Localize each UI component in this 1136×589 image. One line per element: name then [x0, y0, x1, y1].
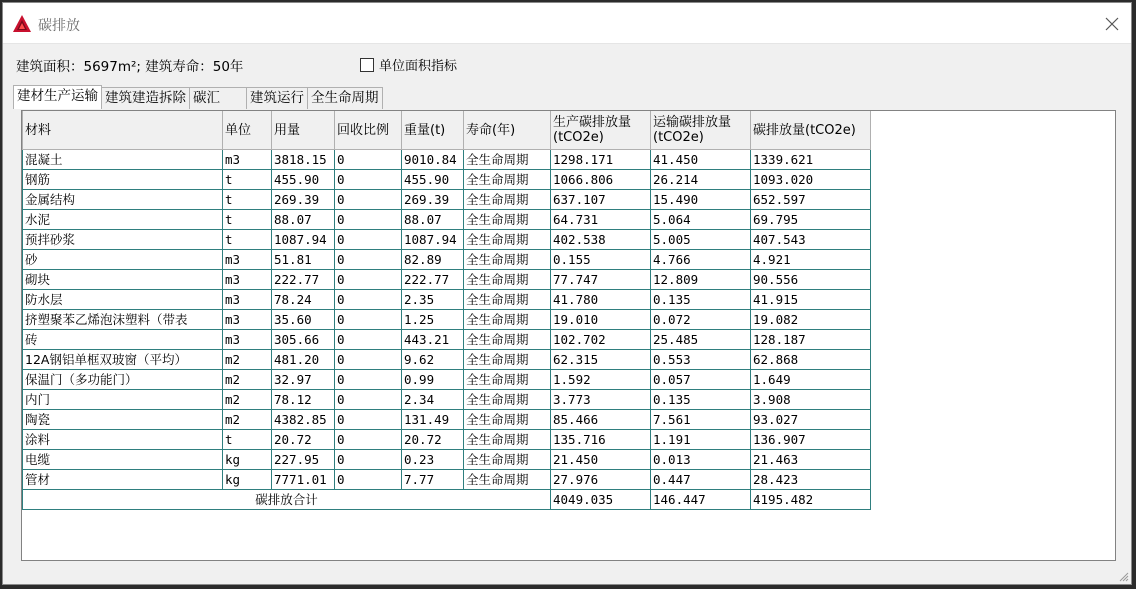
- table-cell[interactable]: 0.057: [651, 370, 751, 390]
- table-cell[interactable]: t: [223, 430, 272, 450]
- table-cell[interactable]: 0: [335, 170, 402, 190]
- table-cell[interactable]: 0.155: [551, 250, 651, 270]
- table-cell[interactable]: 455.90: [402, 170, 464, 190]
- tab-construction-demolition[interactable]: 建筑建造拆除: [101, 87, 190, 109]
- table-cell[interactable]: 1.25: [402, 310, 464, 330]
- table-cell[interactable]: 0: [335, 410, 402, 430]
- table-cell[interactable]: 1087.94: [402, 230, 464, 250]
- table-cell[interactable]: 35.60: [272, 310, 335, 330]
- table-row[interactable]: [23, 410, 871, 430]
- table-cell[interactable]: 全生命周期: [464, 310, 551, 330]
- tab-bar: [13, 87, 382, 110]
- table-cell[interactable]: 内门: [23, 390, 223, 410]
- table-cell[interactable]: 28.423: [751, 470, 871, 490]
- table-cell[interactable]: 预拌砂浆: [23, 230, 223, 250]
- table-cell[interactable]: 1087.94: [272, 230, 335, 250]
- table-cell[interactable]: 1.191: [651, 430, 751, 450]
- table-cell[interactable]: 21.463: [751, 450, 871, 470]
- table-row[interactable]: [23, 170, 871, 190]
- table-cell[interactable]: 481.20: [272, 350, 335, 370]
- table-cell[interactable]: m3: [223, 290, 272, 310]
- table-cell[interactable]: 全生命周期: [464, 190, 551, 210]
- table-cell[interactable]: 15.490: [651, 190, 751, 210]
- table-cell[interactable]: 136.907: [751, 430, 871, 450]
- table-cell[interactable]: m3: [223, 330, 272, 350]
- table-cell[interactable]: 1093.020: [751, 170, 871, 190]
- table-cell[interactable]: 全生命周期: [464, 210, 551, 230]
- table-cell[interactable]: 混凝土: [23, 150, 223, 170]
- table-cell[interactable]: 41.450: [651, 150, 751, 170]
- column-header[interactable]: 材料: [23, 111, 223, 150]
- table-cell[interactable]: 88.07: [272, 210, 335, 230]
- table-cell[interactable]: 41.780: [551, 290, 651, 310]
- table-cell[interactable]: 0: [335, 370, 402, 390]
- table-cell[interactable]: 7.561: [651, 410, 751, 430]
- table-cell[interactable]: 12.809: [651, 270, 751, 290]
- table-cell[interactable]: 全生命周期: [464, 370, 551, 390]
- column-header[interactable]: 重量(t): [402, 111, 464, 150]
- window-title: 碳排放: [38, 18, 80, 34]
- table-cell[interactable]: 0.013: [651, 450, 751, 470]
- table-cell[interactable]: 0: [335, 270, 402, 290]
- table-cell[interactable]: 0.99: [402, 370, 464, 390]
- column-header[interactable]: 生产碳排放量 (tCO2e): [551, 111, 651, 150]
- table-row[interactable]: [23, 210, 871, 230]
- table-cell[interactable]: 19.082: [751, 310, 871, 330]
- table-cell[interactable]: 102.702: [551, 330, 651, 350]
- table-cell[interactable]: 全生命周期: [464, 390, 551, 410]
- column-header[interactable]: 碳排放量(tCO2e): [751, 111, 871, 150]
- table-cell[interactable]: 0: [335, 350, 402, 370]
- table-cell[interactable]: 93.027: [751, 410, 871, 430]
- table-cell[interactable]: 全生命周期: [464, 330, 551, 350]
- table-cell[interactable]: t: [223, 170, 272, 190]
- table-cell[interactable]: 金属结构: [23, 190, 223, 210]
- table-cell[interactable]: 全生命周期: [464, 470, 551, 490]
- table-cell[interactable]: m3: [223, 150, 272, 170]
- table-cell[interactable]: 41.915: [751, 290, 871, 310]
- table-cell[interactable]: 402.538: [551, 230, 651, 250]
- table-cell[interactable]: 77.747: [551, 270, 651, 290]
- table-cell[interactable]: 27.976: [551, 470, 651, 490]
- column-header[interactable]: 单位: [223, 111, 272, 150]
- table-cell[interactable]: 269.39: [272, 190, 335, 210]
- table-cell[interactable]: 全生命周期: [464, 270, 551, 290]
- table-body: [23, 150, 871, 510]
- table-cell[interactable]: 0: [335, 450, 402, 470]
- table-cell[interactable]: 4382.85: [272, 410, 335, 430]
- emission-table: [22, 111, 871, 510]
- table-row[interactable]: [23, 430, 871, 450]
- table-cell[interactable]: 全生命周期: [464, 290, 551, 310]
- table-row[interactable]: [23, 290, 871, 310]
- table-row[interactable]: [23, 390, 871, 410]
- table-cell[interactable]: t: [223, 230, 272, 250]
- tab-material-production[interactable]: 建材生产运输: [13, 85, 102, 109]
- table-cell[interactable]: 0: [335, 150, 402, 170]
- table-cell[interactable]: 1.592: [551, 370, 651, 390]
- total-label: 碳排放合计: [23, 490, 551, 510]
- table-cell[interactable]: 85.466: [551, 410, 651, 430]
- table-cell[interactable]: 0: [335, 330, 402, 350]
- table-row[interactable]: [23, 310, 871, 330]
- table-cell[interactable]: 全生命周期: [464, 250, 551, 270]
- column-header[interactable]: 运输碳排放量 (tCO2e): [651, 111, 751, 150]
- table-cell[interactable]: 26.214: [651, 170, 751, 190]
- table-cell[interactable]: m3: [223, 310, 272, 330]
- table-cell[interactable]: 涂料: [23, 430, 223, 450]
- status-strip: [3, 564, 1131, 584]
- table-cell[interactable]: 0: [335, 390, 402, 410]
- table-cell[interactable]: 455.90: [272, 170, 335, 190]
- table-cell[interactable]: 20.72: [402, 430, 464, 450]
- table-cell[interactable]: 82.89: [402, 250, 464, 270]
- table-header-row: [23, 111, 871, 150]
- table-cell[interactable]: 砂: [23, 250, 223, 270]
- table-cell[interactable]: 3.773: [551, 390, 651, 410]
- table-cell[interactable]: 钢筋: [23, 170, 223, 190]
- table-row[interactable]: [23, 190, 871, 210]
- table-cell[interactable]: 陶瓷: [23, 410, 223, 430]
- table-cell[interactable]: 0.447: [651, 470, 751, 490]
- table-cell[interactable]: 90.556: [751, 270, 871, 290]
- table-row[interactable]: [23, 370, 871, 390]
- table-cell[interactable]: 4.921: [751, 250, 871, 270]
- table-cell[interactable]: 0: [335, 430, 402, 450]
- tab-carbon-sink[interactable]: 碳汇: [189, 87, 247, 109]
- unit-area-label: 单位面积指标: [379, 59, 458, 74]
- table-cell[interactable]: 全生命周期: [464, 450, 551, 470]
- table-cell[interactable]: m2: [223, 370, 272, 390]
- tab-building-operation[interactable]: 建筑运行: [246, 87, 308, 109]
- table-cell[interactable]: 3.908: [751, 390, 871, 410]
- table-cell[interactable]: 1.649: [751, 370, 871, 390]
- table-cell[interactable]: m2: [223, 410, 272, 430]
- table-cell[interactable]: 69.795: [751, 210, 871, 230]
- table-cell[interactable]: m2: [223, 390, 272, 410]
- table-row[interactable]: [23, 150, 871, 170]
- table-cell[interactable]: 砖: [23, 330, 223, 350]
- column-header[interactable]: 用量: [272, 111, 335, 150]
- carbon-emission-dialog: [2, 2, 1132, 585]
- building-info: 建筑面积：5697m²; 建筑寿命：50年: [16, 59, 244, 75]
- table-cell[interactable]: 135.716: [551, 430, 651, 450]
- table-cell[interactable]: 88.07: [402, 210, 464, 230]
- table-cell[interactable]: 挤塑聚苯乙烯泡沫塑料（带表: [23, 310, 223, 330]
- table-cell[interactable]: 管材: [23, 470, 223, 490]
- table-cell[interactable]: 0: [335, 230, 402, 250]
- table-cell[interactable]: 7771.01: [272, 470, 335, 490]
- table-cell[interactable]: 128.187: [751, 330, 871, 350]
- table-cell[interactable]: 1066.806: [551, 170, 651, 190]
- table-cell[interactable]: 5.064: [651, 210, 751, 230]
- table-cell[interactable]: t: [223, 190, 272, 210]
- table-cell[interactable]: 227.95: [272, 450, 335, 470]
- table-cell[interactable]: 222.77: [272, 270, 335, 290]
- table-cell[interactable]: 443.21: [402, 330, 464, 350]
- table-cell[interactable]: 1339.621: [751, 150, 871, 170]
- table-cell[interactable]: 9.62: [402, 350, 464, 370]
- table-cell[interactable]: 222.77: [402, 270, 464, 290]
- table-cell[interactable]: 0.553: [651, 350, 751, 370]
- table-cell[interactable]: 0: [335, 310, 402, 330]
- table-cell[interactable]: 3818.15: [272, 150, 335, 170]
- table-cell[interactable]: 1298.171: [551, 150, 651, 170]
- table-cell[interactable]: 0.072: [651, 310, 751, 330]
- table-cell[interactable]: 51.81: [272, 250, 335, 270]
- table-cell[interactable]: 0: [335, 190, 402, 210]
- table-cell[interactable]: 305.66: [272, 330, 335, 350]
- table-cell[interactable]: kg: [223, 450, 272, 470]
- table-cell[interactable]: 0.135: [651, 290, 751, 310]
- table-cell[interactable]: 78.12: [272, 390, 335, 410]
- table-row[interactable]: [23, 230, 871, 250]
- table-cell[interactable]: 407.543: [751, 230, 871, 250]
- table-cell[interactable]: 64.731: [551, 210, 651, 230]
- app-logo-icon: [13, 15, 31, 32]
- table-cell[interactable]: 78.24: [272, 290, 335, 310]
- table-cell[interactable]: 269.39: [402, 190, 464, 210]
- table-cell[interactable]: 全生命周期: [464, 230, 551, 250]
- title-bar[interactable]: [3, 3, 1131, 44]
- table-cell[interactable]: 全生命周期: [464, 430, 551, 450]
- table-cell[interactable]: 19.010: [551, 310, 651, 330]
- table-cell[interactable]: m3: [223, 270, 272, 290]
- table-row[interactable]: [23, 330, 871, 350]
- table-cell[interactable]: 0: [335, 470, 402, 490]
- table-cell[interactable]: 131.49: [402, 410, 464, 430]
- table-cell[interactable]: 0.135: [651, 390, 751, 410]
- table-cell[interactable]: 5.005: [651, 230, 751, 250]
- unit-area-checkbox[interactable]: [360, 58, 374, 72]
- table-cell[interactable]: 25.485: [651, 330, 751, 350]
- emission-table-panel[interactable]: [21, 110, 1116, 561]
- table-cell[interactable]: 0: [335, 250, 402, 270]
- table-cell[interactable]: 32.97: [272, 370, 335, 390]
- table-cell[interactable]: 电缆: [23, 450, 223, 470]
- table-cell[interactable]: 水泥: [23, 210, 223, 230]
- table-row[interactable]: [23, 450, 871, 470]
- unit-area-toggle[interactable]: [360, 55, 457, 74]
- close-icon: [1105, 17, 1119, 31]
- table-cell[interactable]: 637.107: [551, 190, 651, 210]
- table-cell[interactable]: 12A钢铝单框双玻窗（平均）: [23, 350, 223, 370]
- table-cell[interactable]: 9010.84: [402, 150, 464, 170]
- total-overall: 4195.482: [751, 490, 871, 510]
- table-cell[interactable]: kg: [223, 470, 272, 490]
- table-cell[interactable]: 20.72: [272, 430, 335, 450]
- table-cell[interactable]: 652.597: [751, 190, 871, 210]
- total-transport: 146.447: [651, 490, 751, 510]
- table-cell[interactable]: 2.35: [402, 290, 464, 310]
- table-cell[interactable]: 0.23: [402, 450, 464, 470]
- table-row[interactable]: [23, 270, 871, 290]
- table-cell[interactable]: 全生命周期: [464, 410, 551, 430]
- total-production: 4049.035: [551, 490, 651, 510]
- column-header[interactable]: 寿命(年): [464, 111, 551, 150]
- table-cell[interactable]: 21.450: [551, 450, 651, 470]
- table-cell[interactable]: m3: [223, 250, 272, 270]
- table-cell[interactable]: 7.77: [402, 470, 464, 490]
- table-cell[interactable]: m2: [223, 350, 272, 370]
- table-cell[interactable]: 砌块: [23, 270, 223, 290]
- resize-grip-icon[interactable]: [1119, 572, 1129, 582]
- total-row: [23, 490, 871, 510]
- tab-full-lifecycle[interactable]: 全生命周期: [307, 87, 383, 109]
- table-cell[interactable]: 保温门（多功能门）: [23, 370, 223, 390]
- close-button[interactable]: [1099, 13, 1125, 35]
- table-cell[interactable]: 62.868: [751, 350, 871, 370]
- table-cell[interactable]: 全生命周期: [464, 170, 551, 190]
- column-header[interactable]: 回收比例: [335, 111, 402, 150]
- table-cell[interactable]: 4.766: [651, 250, 751, 270]
- table-cell[interactable]: 全生命周期: [464, 350, 551, 370]
- table-cell[interactable]: 全生命周期: [464, 150, 551, 170]
- table-cell[interactable]: 2.34: [402, 390, 464, 410]
- table-cell[interactable]: 62.315: [551, 350, 651, 370]
- table-row[interactable]: [23, 350, 871, 370]
- table-cell[interactable]: 0: [335, 210, 402, 230]
- table-cell[interactable]: 0: [335, 290, 402, 310]
- table-cell[interactable]: t: [223, 210, 272, 230]
- table-row[interactable]: [23, 250, 871, 270]
- table-row[interactable]: [23, 470, 871, 490]
- table-cell[interactable]: 防水层: [23, 290, 223, 310]
